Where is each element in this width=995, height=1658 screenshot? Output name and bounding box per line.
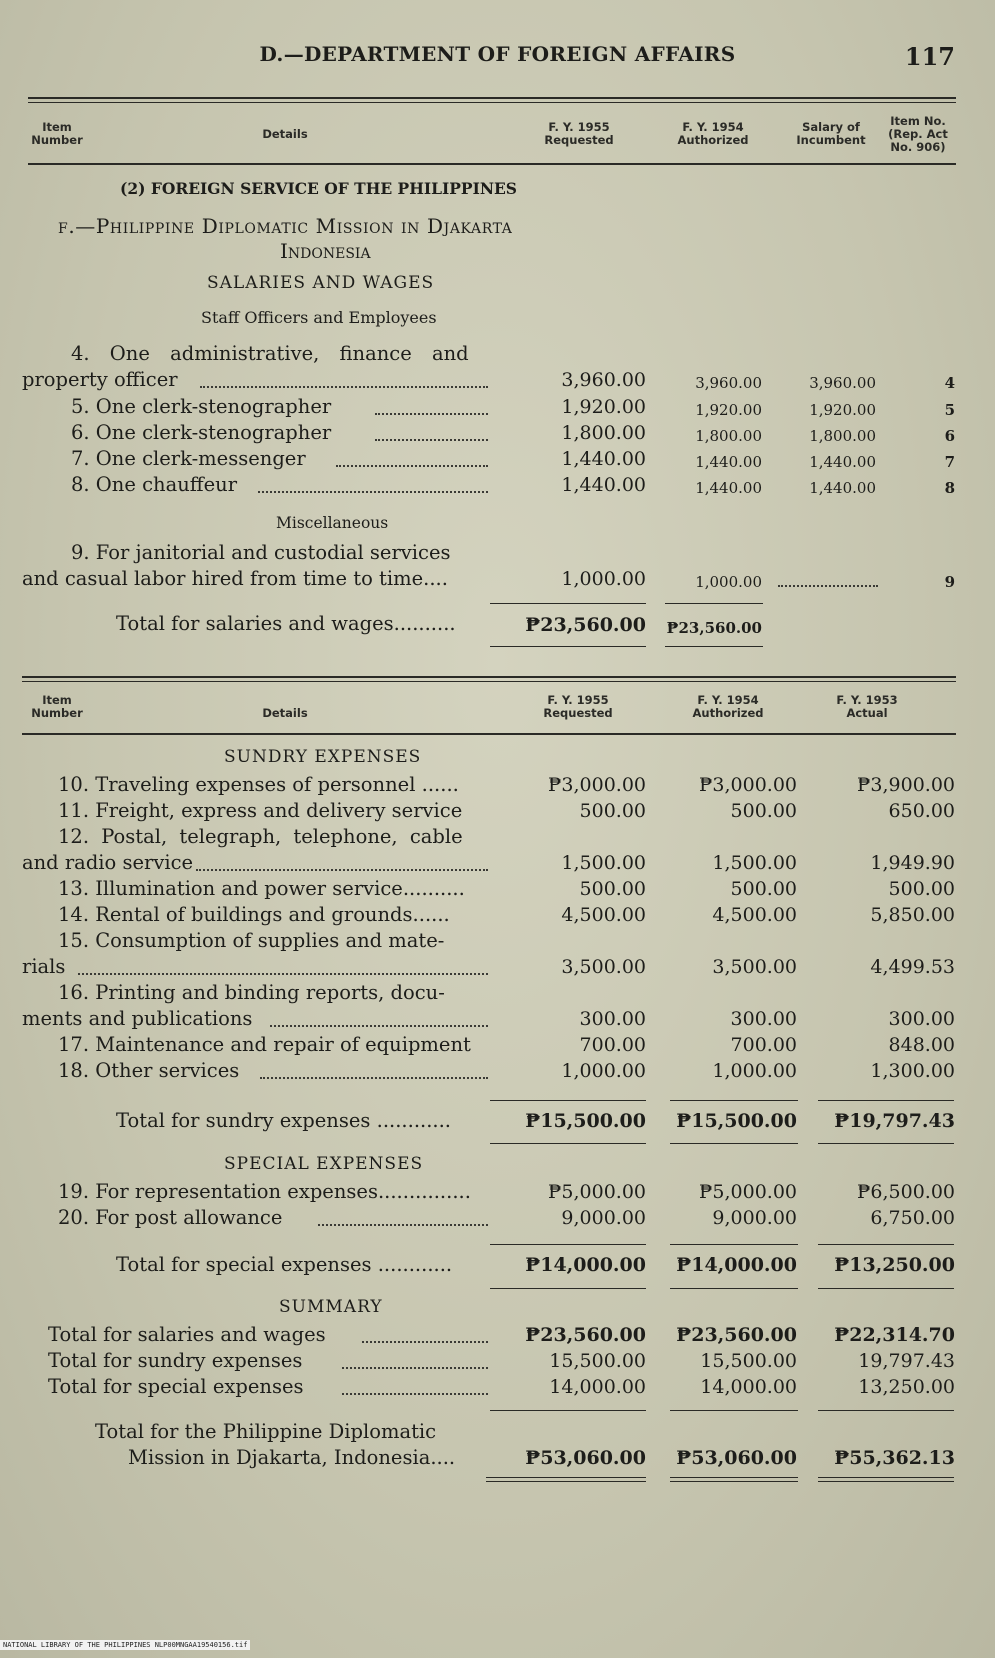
rule (486, 1477, 646, 1478)
summary-salaries-fy1953: ₱22,314.70 (834, 1324, 955, 1346)
row-10-fy1954: ₱3,000.00 (698, 774, 797, 796)
rule (818, 1481, 954, 1482)
row-7-fy1955: 1,440.00 (561, 448, 646, 470)
row-7-fy1954: 1,440.00 (695, 453, 762, 471)
grand-total-line2: Mission in Djakarta, Indonesia.... (128, 1446, 456, 1469)
row-19-line1: 19. For representation expenses............... (58, 1180, 471, 1203)
rule (490, 1100, 646, 1101)
grand-total-fy1954: ₱53,060.00 (676, 1447, 797, 1469)
rule (818, 1143, 954, 1144)
salaries-heading: SALARIES AND WAGES (207, 273, 435, 293)
row-20-line1: 20. For post allowance (58, 1206, 283, 1229)
summary-special-fy1955: 14,000.00 (549, 1376, 646, 1398)
row-19-fy1953: ₱6,500.00 (856, 1181, 955, 1203)
rule (486, 1481, 646, 1482)
leader-dots (342, 1367, 488, 1369)
rule (665, 646, 763, 647)
summary-heading: SUMMARY (279, 1297, 383, 1317)
row-4-salary: 3,960.00 (809, 374, 876, 392)
row-9-item: 9 (944, 573, 955, 591)
row-12-line2: and radio service (22, 851, 194, 874)
row-11-fy1955: 500.00 (579, 800, 646, 822)
special-total-fy1955: ₱14,000.00 (525, 1254, 646, 1276)
row-18-fy1954: 1,000.00 (712, 1060, 797, 1082)
table2-header-fy1955: F. Y. 1955 Requested (543, 693, 613, 720)
row-7-item: 7 (944, 453, 955, 471)
leader-dots (362, 1341, 488, 1343)
table2-header-item-number: Item Number (31, 693, 83, 720)
row-12-line1: 12. Postal, telegraph, telephone, cable (58, 825, 463, 848)
row-4-item: 4 (944, 374, 955, 392)
row-7-line1: 7. One clerk-messenger (71, 447, 306, 470)
rule (818, 1288, 954, 1289)
row-12-fy1953: 1,949.90 (870, 852, 955, 874)
leader-dots (336, 465, 488, 467)
row-20-fy1953: 6,750.00 (870, 1207, 955, 1229)
row-6-fy1955: 1,800.00 (561, 422, 646, 444)
leader-dots (342, 1393, 488, 1395)
grand-total-fy1955: ₱53,060.00 (525, 1447, 646, 1469)
table1-header-item-no: Item No. (Rep. Act No. 906) (888, 114, 948, 154)
table1-header-item-number: Item Number (31, 120, 83, 147)
grand-total-fy1953: ₱55,362.13 (834, 1447, 955, 1469)
sundry-total-fy1953: ₱19,797.43 (834, 1110, 955, 1132)
row-8-fy1954: 1,440.00 (695, 479, 762, 497)
row-14-line1: 14. Rental of buildings and grounds...... (58, 903, 450, 926)
rule (818, 1244, 954, 1245)
rule (670, 1477, 798, 1478)
leader-dots (318, 1224, 488, 1226)
row-9-fy1954: 1,000.00 (695, 573, 762, 591)
row-20-fy1954: 9,000.00 (712, 1207, 797, 1229)
row-11-fy1954: 500.00 (730, 800, 797, 822)
row-5-item: 5 (944, 401, 955, 419)
leader-dots (258, 491, 488, 493)
row-9-fy1955: 1,000.00 (561, 568, 646, 590)
row-20-fy1955: 9,000.00 (561, 1207, 646, 1229)
summary-salaries-fy1954: ₱23,560.00 (676, 1324, 797, 1346)
table1-header-fy1955: F. Y. 1955 Requested (544, 120, 614, 147)
row-13-fy1953: 500.00 (888, 878, 955, 900)
row-16-fy1954: 300.00 (730, 1008, 797, 1030)
row-5-fy1954: 1,920.00 (695, 401, 762, 419)
sundry-total-fy1955: ₱15,500.00 (525, 1110, 646, 1132)
row-15-line1: 15. Consumption of supplies and mate- (58, 929, 445, 952)
table1-header-salary: Salary of Incumbent (796, 120, 866, 147)
table2-header-fy1953: F. Y. 1953 Actual (836, 693, 898, 720)
row-8-item: 8 (944, 479, 955, 497)
row-5-fy1955: 1,920.00 (561, 396, 646, 418)
header-rule-top-thin (28, 102, 956, 103)
rule (490, 1288, 646, 1289)
rule (818, 1410, 954, 1411)
row-17-line1: 17. Maintenance and repair of equipment (58, 1033, 471, 1056)
row-8-line1: 8. One chauffeur (71, 473, 238, 496)
rule (490, 1244, 646, 1245)
mission-title-line2: Indonesia (280, 239, 371, 263)
row-9-line1: 9. For janitorial and custodial services (71, 541, 451, 564)
special-heading: SPECIAL EXPENSES (224, 1154, 424, 1174)
row-10-fy1955: ₱3,000.00 (547, 774, 646, 796)
leader-dots (778, 585, 878, 587)
row-16-line2: ments and publications (22, 1007, 253, 1030)
header-rule-top (28, 97, 956, 99)
mission-title-line1: f.—Philippine Diplomatic Mission in Djakarta (58, 214, 513, 238)
row-19-fy1955: ₱5,000.00 (547, 1181, 646, 1203)
leader-dots (260, 1077, 488, 1079)
row-16-line1: 16. Printing and binding reports, docu- (58, 981, 445, 1004)
table2-header-fy1954: F. Y. 1954 Authorized (692, 693, 764, 720)
row-5-line1: 5. One clerk-stenographer (71, 395, 332, 418)
row-4-line2: property officer (22, 368, 178, 391)
rule (670, 1410, 798, 1411)
rule (670, 1100, 798, 1101)
row-18-line1: 18. Other services (58, 1059, 240, 1082)
rule (670, 1288, 798, 1289)
rule (670, 1244, 798, 1245)
summary-salaries-label: Total for salaries and wages (48, 1323, 326, 1346)
row-9-line2: and casual labor hired from time to time.... (22, 567, 448, 590)
table2-header-details: Details (262, 706, 308, 720)
leader-dots (270, 1025, 488, 1027)
row-15-fy1955: 3,500.00 (561, 956, 646, 978)
table1-total-fy1954: ₱23,560.00 (666, 619, 762, 637)
rule (490, 1410, 646, 1411)
row-17-fy1954: 700.00 (730, 1034, 797, 1056)
row-8-salary: 1,440.00 (809, 479, 876, 497)
summary-special-fy1954: 14,000.00 (700, 1376, 797, 1398)
scan-footer-label: NATIONAL LIBRARY OF THE PHILIPPINES NLP00MNGAA19540156.tif (0, 1640, 250, 1650)
table1-header-fy1954: F. Y. 1954 Authorized (677, 120, 749, 147)
row-6-fy1954: 1,800.00 (695, 427, 762, 445)
page-number: 117 (904, 42, 955, 71)
row-10-line1: 10. Traveling expenses of personnel ...... (58, 773, 459, 796)
section-heading: (2) FOREIGN SERVICE OF THE PHILIPPINES (120, 179, 517, 198)
header-rule-bottom (28, 163, 956, 165)
row-11-fy1953: 650.00 (888, 800, 955, 822)
sundry-total-fy1954: ₱15,500.00 (676, 1110, 797, 1132)
sundry-heading: SUNDRY EXPENSES (224, 747, 422, 767)
row-6-salary: 1,800.00 (809, 427, 876, 445)
row-14-fy1954: 4,500.00 (712, 904, 797, 926)
summary-sundry-label: Total for sundry expenses (48, 1349, 303, 1372)
grand-total-line1: Total for the Philippine Diplomatic (95, 1420, 437, 1443)
rule (22, 733, 956, 735)
row-10-fy1953: ₱3,900.00 (856, 774, 955, 796)
row-11-line1: 11. Freight, express and delivery service (58, 799, 463, 822)
summary-special-fy1953: 13,250.00 (858, 1376, 955, 1398)
rule (490, 646, 646, 647)
row-19-fy1954: ₱5,000.00 (698, 1181, 797, 1203)
leader-dots (196, 869, 488, 871)
rule (490, 603, 646, 604)
row-18-fy1955: 1,000.00 (561, 1060, 646, 1082)
rule (665, 603, 763, 604)
rule (818, 1100, 954, 1101)
staff-heading: Staff Officers and Employees (201, 308, 437, 327)
rule (22, 676, 956, 678)
special-total-fy1953: ₱13,250.00 (834, 1254, 955, 1276)
row-12-fy1954: 1,500.00 (712, 852, 797, 874)
row-17-fy1955: 700.00 (579, 1034, 646, 1056)
row-5-salary: 1,920.00 (809, 401, 876, 419)
row-7-salary: 1,440.00 (809, 453, 876, 471)
special-total-fy1954: ₱14,000.00 (676, 1254, 797, 1276)
row-6-line1: 6. One clerk-stenographer (71, 421, 332, 444)
row-17-fy1953: 848.00 (888, 1034, 955, 1056)
row-4-fy1955: 3,960.00 (561, 369, 646, 391)
row-12-fy1955: 1,500.00 (561, 852, 646, 874)
leader-dots (200, 386, 488, 388)
row-8-fy1955: 1,440.00 (561, 474, 646, 496)
summary-special-label: Total for special expenses (48, 1375, 304, 1398)
misc-heading: Miscellaneous (276, 514, 389, 532)
rule (490, 1143, 646, 1144)
rule (22, 681, 956, 682)
row-4-line1: 4. One administrative, finance and (71, 342, 469, 365)
row-14-fy1953: 5,850.00 (870, 904, 955, 926)
summary-sundry-fy1955: 15,500.00 (549, 1350, 646, 1372)
row-16-fy1953: 300.00 (888, 1008, 955, 1030)
row-15-fy1953: 4,499.53 (870, 956, 955, 978)
row-13-fy1955: 500.00 (579, 878, 646, 900)
leader-dots (375, 413, 488, 415)
row-4-fy1954: 3,960.00 (695, 374, 762, 392)
row-16-fy1955: 300.00 (579, 1008, 646, 1030)
leader-dots (375, 439, 488, 441)
special-total-label: Total for special expenses ............ (116, 1253, 453, 1276)
row-18-fy1953: 1,300.00 (870, 1060, 955, 1082)
table1-total-fy1955: ₱23,560.00 (525, 614, 646, 636)
sundry-total-label: Total for sundry expenses ............ (116, 1109, 452, 1132)
rule (670, 1481, 798, 1482)
row-14-fy1955: 4,500.00 (561, 904, 646, 926)
row-6-item: 6 (944, 427, 955, 445)
leader-dots (78, 973, 488, 975)
table1-total-label: Total for salaries and wages.......... (116, 612, 456, 635)
row-15-line2: rials (22, 955, 66, 978)
row-15-fy1954: 3,500.00 (712, 956, 797, 978)
row-13-fy1954: 500.00 (730, 878, 797, 900)
summary-sundry-fy1954: 15,500.00 (700, 1350, 797, 1372)
row-13-line1: 13. Illumination and power service.......... (58, 877, 465, 900)
summary-sundry-fy1953: 19,797.43 (858, 1350, 955, 1372)
summary-salaries-fy1955: ₱23,560.00 (525, 1324, 646, 1346)
rule (670, 1143, 798, 1144)
rule (818, 1477, 954, 1478)
table1-header-details: Details (262, 127, 308, 141)
page-title: D.—DEPARTMENT OF FOREIGN AFFAIRS (259, 42, 736, 66)
